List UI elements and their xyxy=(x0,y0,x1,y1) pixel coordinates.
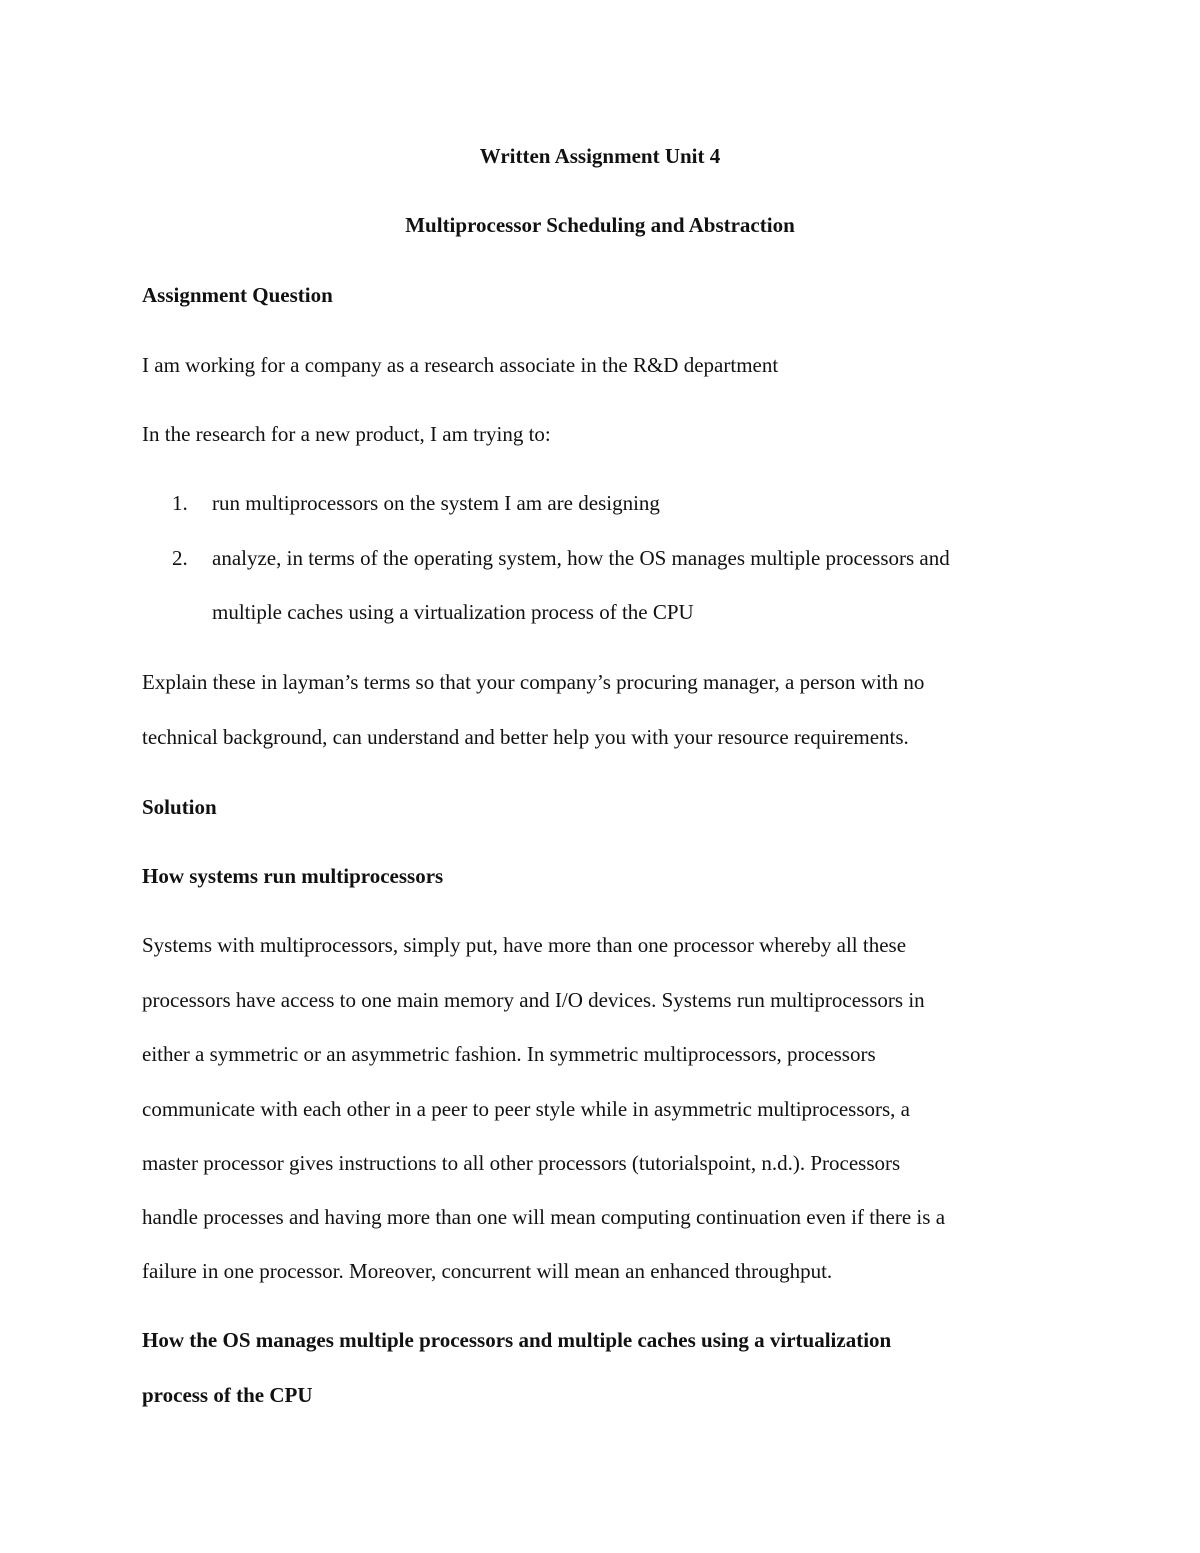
paragraph-line: communicate with each other in a peer to peer style while in asymmetric multiprocessors, a xyxy=(142,1097,910,1121)
paragraph-line: failure in one processor. Moreover, concurrent will mean an enhanced throughput. xyxy=(142,1259,833,1283)
document-subtitle: Multiprocessor Scheduling and Abstraction xyxy=(405,213,795,237)
section2-heading: How the OS manages multiple processors and multiple caches using a virtualization xyxy=(142,1328,892,1352)
list-item-text: run multiprocessors on the system I am are designing xyxy=(212,491,660,515)
question-intro-line: In the research for a new product, I am trying to: xyxy=(142,422,551,446)
paragraph-line: handle processes and having more than one will mean computing continuation even if there is a xyxy=(142,1205,946,1229)
document-title: Written Assignment Unit 4 xyxy=(479,144,721,168)
question-heading: Assignment Question xyxy=(142,283,333,307)
section2-heading: process of the CPU xyxy=(142,1383,313,1407)
paragraph-line: processors have access to one main memory and I/O devices. Systems run multiprocessors in xyxy=(142,988,925,1012)
explain-line: Explain these in layman’s terms so that your company’s procuring manager, a person with no xyxy=(142,670,925,694)
paragraph-line: master processor gives instructions to all other processors (tutorialspoint, n.d.). Processors xyxy=(142,1151,901,1175)
list-item-number: 2. xyxy=(172,546,188,570)
paragraph-line: either a symmetric or an asymmetric fashion. In symmetric multiprocessors, processors xyxy=(142,1042,876,1066)
list-item-number: 1. xyxy=(172,491,188,515)
explain-line: technical background, can understand and better help you with your resource requirements. xyxy=(142,725,909,749)
list-item-text: analyze, in terms of the operating system, how the OS manages multiple processors and xyxy=(212,546,950,570)
list-item-text: multiple caches using a virtualization process of the CPU xyxy=(212,600,694,624)
solution-heading: Solution xyxy=(142,795,217,819)
question-intro-line: I am working for a company as a research associate in the R&D department xyxy=(142,353,779,377)
paragraph-line: Systems with multiprocessors, simply put, have more than one processor whereby all these xyxy=(142,933,907,957)
section1-heading: How systems run multiprocessors xyxy=(142,864,444,888)
